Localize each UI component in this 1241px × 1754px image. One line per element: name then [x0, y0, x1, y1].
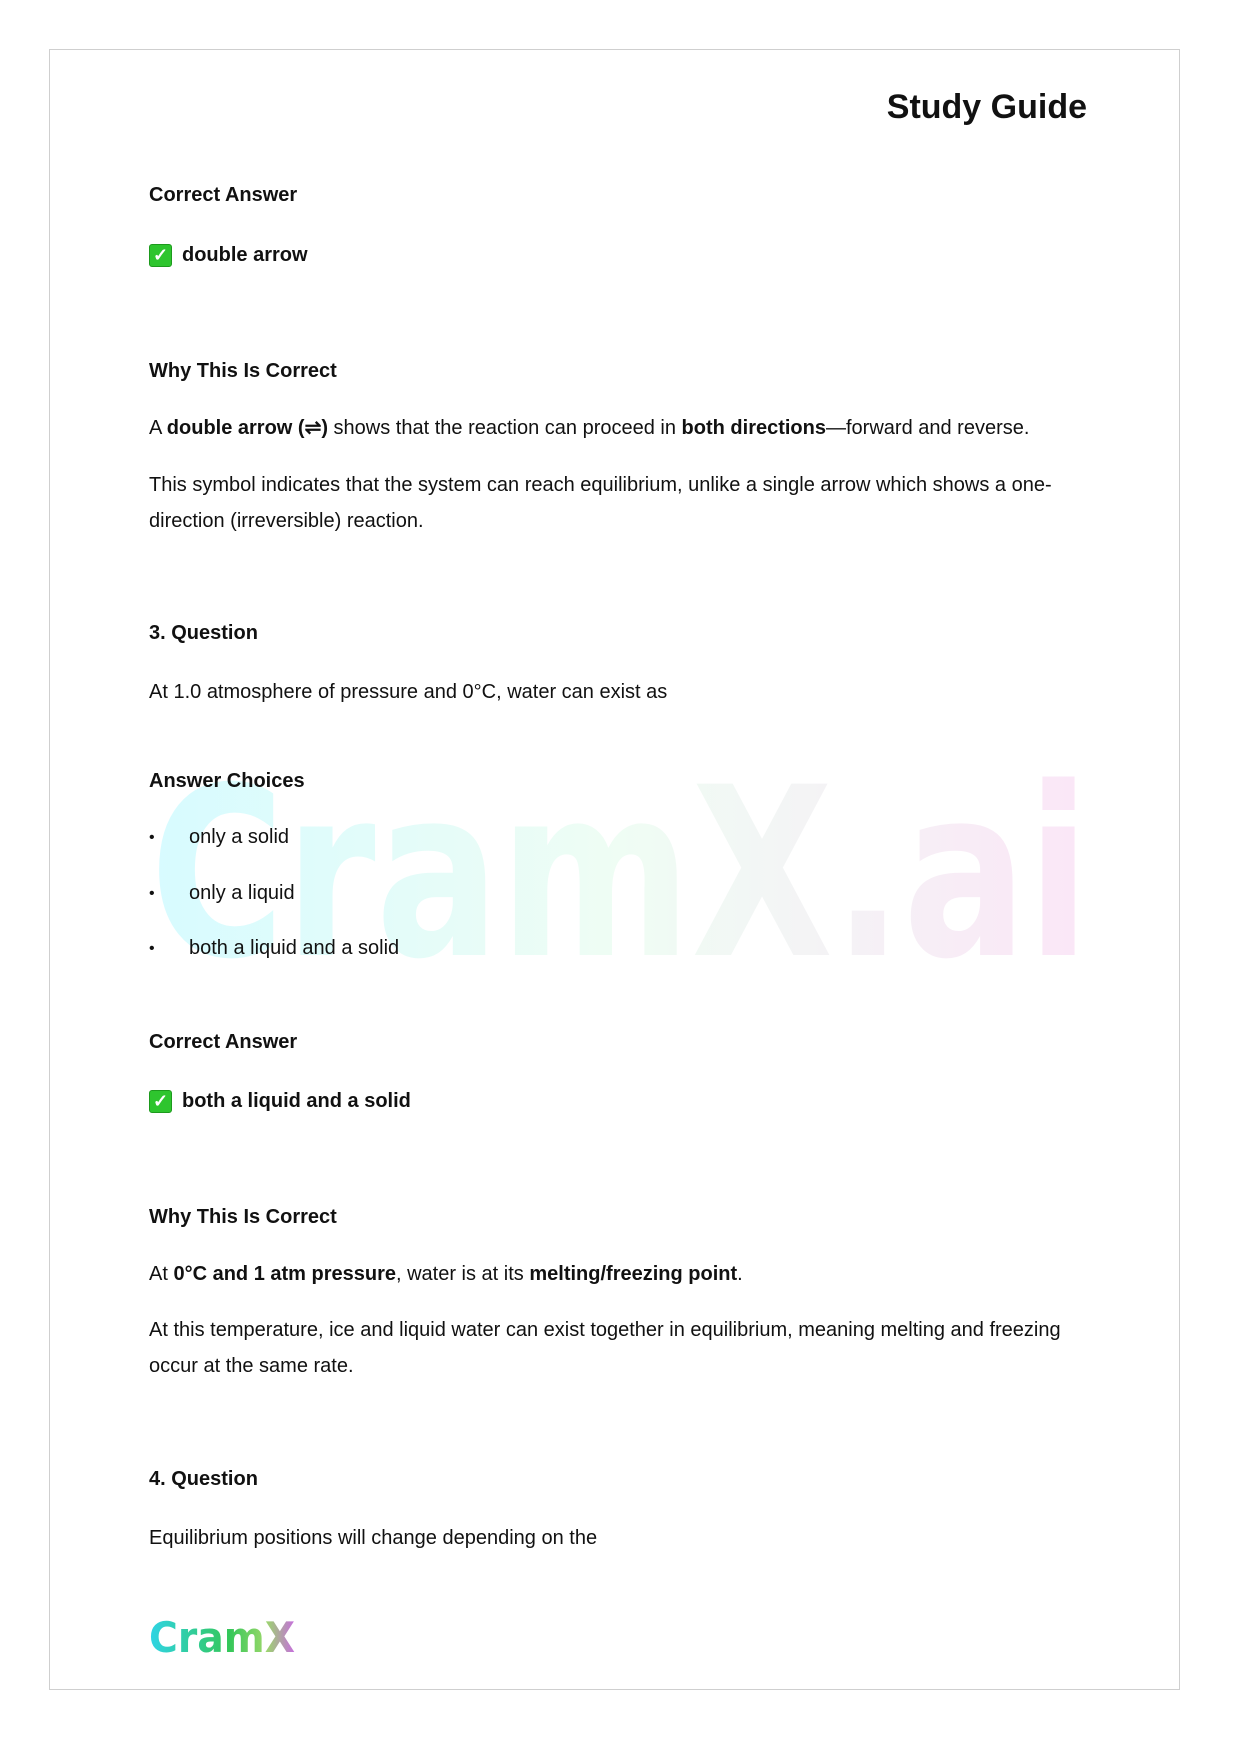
question-3-text: At 1.0 atmosphere of pressure and 0°C, water can exist as — [149, 681, 668, 703]
question-3-heading: 3. Question — [149, 622, 258, 644]
watermark-text: CramX.ai — [150, 750, 1090, 990]
cramx-logo — [149, 1612, 299, 1662]
choice-text: only a solid — [189, 826, 290, 848]
why-paragraph-1 — [149, 410, 1079, 446]
correct-answer-heading: Correct Answer — [149, 184, 298, 206]
text-run: shows that the reaction can proceed in — [328, 417, 682, 439]
page-border — [49, 49, 1180, 1690]
why-paragraph-2: At this temperature, ice and liquid water can exist together in equilibrium, meaning melting and freezing occur at the same rate. — [149, 1319, 1061, 1377]
page-title: Study Guide — [886, 88, 1087, 126]
bullet-icon: • — [149, 939, 155, 957]
check-icon: ✓ — [149, 1090, 172, 1113]
bullet-icon: • — [149, 828, 155, 846]
bold-run: 0°C and 1 atm pressure — [173, 1263, 396, 1285]
why-paragraph-1 — [149, 1256, 1079, 1292]
question-4-heading: 4. Question — [149, 1468, 258, 1490]
logo-text: CramX — [149, 1613, 295, 1662]
why-heading: Why This Is Correct — [149, 1206, 337, 1228]
correct-answer-text: both a liquid and a solid — [182, 1090, 411, 1112]
answer-choices-heading: Answer Choices — [149, 770, 305, 792]
question-4-text: Equilibrium positions will change depending on the — [149, 1527, 598, 1549]
list-item — [113, 826, 289, 849]
bold-run: double arrow (⇌) — [166, 417, 328, 439]
text-run: A — [149, 417, 167, 439]
correct-answer — [149, 1090, 411, 1113]
choice-text: only a liquid — [189, 882, 295, 904]
text-run: . — [737, 1263, 743, 1285]
bullet-icon: • — [149, 884, 155, 902]
correct-answer — [149, 244, 308, 267]
text-run: —forward and reverse. — [826, 417, 1030, 439]
correct-answer-text: double arrow — [182, 244, 308, 266]
bold-run: melting/freezing point — [529, 1263, 738, 1285]
text-run: At — [149, 1263, 174, 1285]
bold-run: both directions — [681, 417, 826, 439]
correct-answer-heading: Correct Answer — [149, 1031, 298, 1053]
why-heading: Why This Is Correct — [149, 360, 337, 382]
check-icon: ✓ — [149, 244, 172, 267]
why-paragraph-2: This symbol indicates that the system can reach equilibrium, unlike a single arrow which shows a one-direction (irreversible) reaction. — [149, 474, 1052, 532]
list-item — [113, 882, 295, 905]
choice-text: both a liquid and a solid — [189, 937, 400, 959]
text-run: , water is at its — [395, 1263, 530, 1285]
list-item — [113, 937, 399, 960]
